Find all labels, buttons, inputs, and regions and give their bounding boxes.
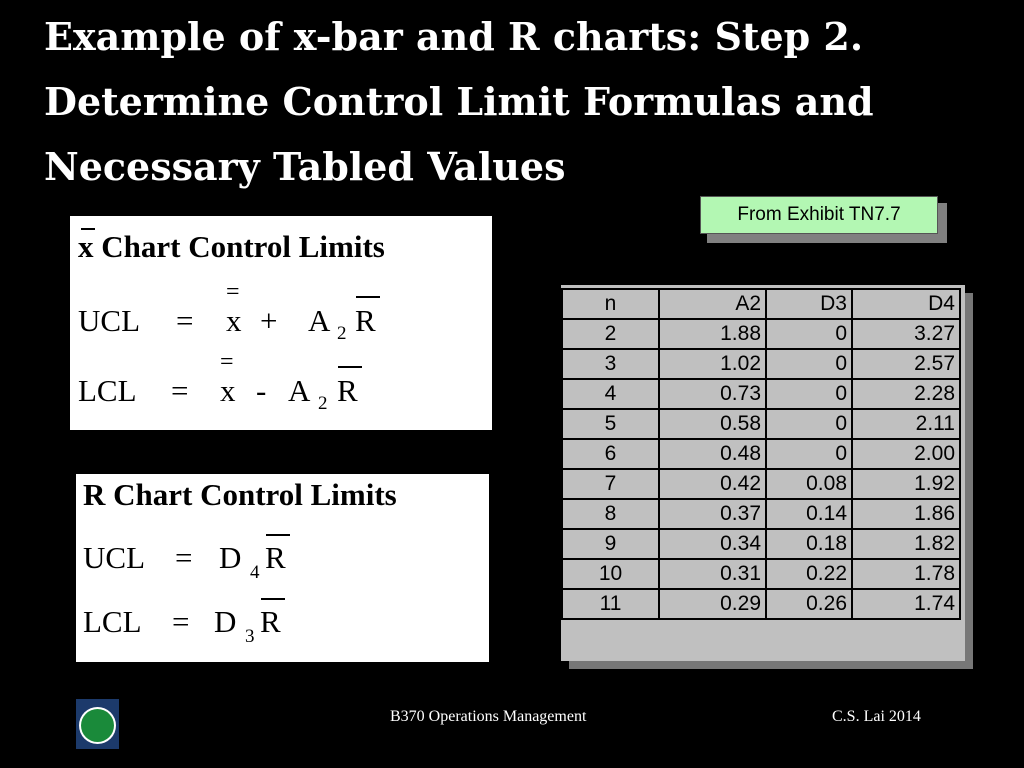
- r-control-limits-box: [76, 474, 489, 662]
- title-line-2: Determine Control Limit Formulas and: [44, 79, 874, 124]
- table-cell: 1.82: [852, 529, 960, 559]
- table-cell: 5: [562, 409, 659, 439]
- table-cell: 0.08: [766, 469, 852, 499]
- table-row: [562, 319, 960, 349]
- table-cell: 0.29: [659, 589, 766, 619]
- table-cell: 0: [766, 319, 852, 349]
- university-logo-icon: [76, 699, 119, 749]
- table-cell: 3.27: [852, 319, 960, 349]
- xbar-ucl-coef: A: [308, 303, 331, 338]
- table-cell: 4: [562, 379, 659, 409]
- logo-green-circle: [81, 709, 114, 742]
- table-header-row: [562, 289, 960, 319]
- table-cell: 0: [766, 439, 852, 469]
- xbar-lcl-label: LCL: [78, 373, 137, 408]
- table-header-cell: D4: [852, 289, 960, 319]
- table-row: [562, 349, 960, 379]
- exhibit-label: From Exhibit TN7.7: [700, 196, 938, 234]
- xbar-lcl-rbar: R: [337, 373, 358, 408]
- table-header-cell: A2: [659, 289, 766, 319]
- table-cell: 0.26: [766, 589, 852, 619]
- r-ucl-sub: 4: [250, 562, 260, 583]
- r-lcl-rbar-overline: [261, 598, 285, 600]
- table-cell: 2.57: [852, 349, 960, 379]
- factor-table-panel: [561, 285, 965, 661]
- xbar-ucl-sub: 2: [337, 323, 347, 344]
- table-cell: 1.02: [659, 349, 766, 379]
- xbar-ucl-rbar: R: [355, 303, 376, 338]
- factor-table: [561, 288, 961, 620]
- r-lcl-label: LCL: [83, 604, 142, 639]
- title-line-3: Necessary Tabled Values: [44, 144, 566, 189]
- table-cell: 6: [562, 439, 659, 469]
- table-cell: 11: [562, 589, 659, 619]
- table-cell: 8: [562, 499, 659, 529]
- xbar-ucl-label: UCL: [78, 303, 140, 338]
- table-cell: 0.22: [766, 559, 852, 589]
- xbar-ucl-equals: =: [176, 303, 194, 338]
- slide-title: [44, 4, 1004, 199]
- xbar-lcl-sub: 2: [318, 393, 328, 414]
- table-cell: 1.86: [852, 499, 960, 529]
- title-line-1: Example of x-bar and R charts: Step 2.: [44, 14, 864, 59]
- table-row: [562, 469, 960, 499]
- table-cell: 0.18: [766, 529, 852, 559]
- xbar-lcl-coef: A: [288, 373, 311, 408]
- table-cell: 9: [562, 529, 659, 559]
- table-cell: 2: [562, 319, 659, 349]
- table-header-cell: n: [562, 289, 659, 319]
- table-header-cell: D3: [766, 289, 852, 319]
- table-cell: 0: [766, 409, 852, 439]
- xbar-ucl-plus: +: [260, 303, 278, 338]
- table-cell: 2.00: [852, 439, 960, 469]
- table-cell: 0: [766, 349, 852, 379]
- table-cell: 0: [766, 379, 852, 409]
- table-cell: 0.58: [659, 409, 766, 439]
- table-row: [562, 529, 960, 559]
- xbar-lcl-double-bar: =: [220, 349, 234, 375]
- table-cell: 0.14: [766, 499, 852, 529]
- footer-author: C.S. Lai 2014: [832, 708, 921, 725]
- table-row: [562, 589, 960, 619]
- r-lcl-equals: =: [172, 604, 190, 639]
- xbar-lcl-minus: -: [256, 373, 267, 408]
- r-lcl-sub: 3: [245, 626, 255, 647]
- table-cell: 2.11: [852, 409, 960, 439]
- table-cell: 3: [562, 349, 659, 379]
- table-row: [562, 379, 960, 409]
- table-row: [562, 499, 960, 529]
- table-cell: 0.48: [659, 439, 766, 469]
- table-cell: 0.34: [659, 529, 766, 559]
- table-cell: 1.88: [659, 319, 766, 349]
- table-cell: 2.28: [852, 379, 960, 409]
- table-cell: 1.92: [852, 469, 960, 499]
- table-cell: 0.73: [659, 379, 766, 409]
- r-ucl-label: UCL: [83, 540, 145, 575]
- xbar-lcl-rbar-overline: [338, 366, 362, 368]
- xbar-lcl-equals: =: [171, 373, 189, 408]
- table-cell: 10: [562, 559, 659, 589]
- table-cell: 1.74: [852, 589, 960, 619]
- xbar-ucl-rbar-overline: [356, 296, 380, 298]
- r-ucl-rbar: R: [265, 540, 286, 575]
- table-cell: 0.37: [659, 499, 766, 529]
- r-ucl-coef: D: [219, 540, 242, 575]
- r-lcl-rbar: R: [260, 604, 281, 639]
- table-cell: 0.42: [659, 469, 766, 499]
- table-row: [562, 409, 960, 439]
- xbar-ucl-xbar: x: [226, 303, 242, 338]
- table-row: [562, 439, 960, 469]
- r-lcl-coef: D: [214, 604, 237, 639]
- xbar-heading: x Chart Control Limits: [78, 229, 385, 264]
- xbar-lcl-xbar: x: [220, 373, 236, 408]
- table-row: [562, 559, 960, 589]
- r-ucl-equals: =: [175, 540, 193, 575]
- xbar-control-limits-box: [70, 216, 492, 430]
- table-cell: 1.78: [852, 559, 960, 589]
- table-cell: 7: [562, 469, 659, 499]
- table-cell: 0.31: [659, 559, 766, 589]
- r-ucl-rbar-overline: [266, 534, 290, 536]
- r-heading: R Chart Control Limits: [83, 477, 397, 512]
- xbar-ucl-double-bar: =: [226, 279, 240, 305]
- footer-course: B370 Operations Management: [390, 708, 587, 725]
